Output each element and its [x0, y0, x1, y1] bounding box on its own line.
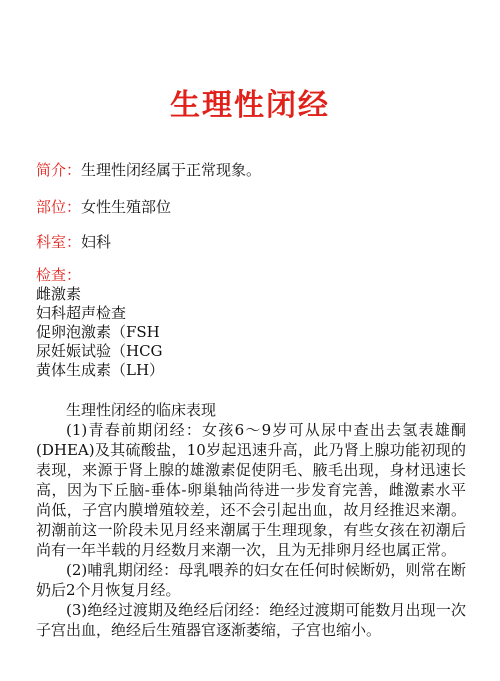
- exam-label: 检查：: [36, 266, 82, 284]
- exam-item: 促卵泡激素（FSH: [36, 323, 160, 341]
- dept-value: 妇科: [81, 233, 112, 251]
- intro-field: [36, 160, 261, 180]
- exam-section: [36, 266, 164, 380]
- exam-item: 妇科超声检查: [36, 304, 127, 322]
- exam-list: [36, 285, 164, 380]
- clinical-paragraph: (1)青春前期闭经：女孩6～9岁可从尿中查出去氢表雄酮(DHEA)及其硫酸盐，10岁起迅速升高，此乃肾上腺功能初现的表现，来源于肾上腺的雄激素促使阴毛、腋毛出现，身材迅速长高，因为下丘脑-垂体-卵巢轴尚待进一步发育完善，雌激素水平尚低，子宫内膜增殖较差，还不会引起出血，故月经推迟来潮。初潮前这一阶段未见月经来潮属于生理现象，有些女孩在初潮后尚有一年半载的月经数月来潮一次，且为无排卵月经也属正常。: [36, 421, 466, 559]
- part-value: 女性生殖部位: [81, 198, 172, 216]
- clinical-heading: 生理性闭经的临床表现: [66, 401, 217, 419]
- dept-field: [36, 232, 111, 252]
- exam-item: 雌激素: [36, 285, 82, 303]
- clinical-paragraph: (3)绝经过渡期及绝经后闭经：绝经过渡期可能数月出现一次子宫出血，绝经后生殖器官逐渐萎缩，子宫也缩小。: [36, 601, 466, 639]
- intro-value: 生理性闭经属于正常现象。: [81, 161, 262, 179]
- intro-label: 简介：: [36, 161, 82, 179]
- page-title: 生理性闭经: [170, 88, 330, 123]
- exam-item: 尿妊娠试验（HCG: [36, 342, 163, 360]
- part-label: 部位：: [36, 198, 82, 216]
- clinical-paragraph: (2)哺乳期闭经：母乳喂养的妇女在任何时候断奶，则常在断奶后2个月恢复月经。: [36, 561, 466, 599]
- exam-item: 黄体生成素（LH）: [36, 361, 165, 379]
- clinical-section: [36, 400, 466, 640]
- dept-label: 科室：: [36, 233, 82, 251]
- part-field: [36, 197, 171, 217]
